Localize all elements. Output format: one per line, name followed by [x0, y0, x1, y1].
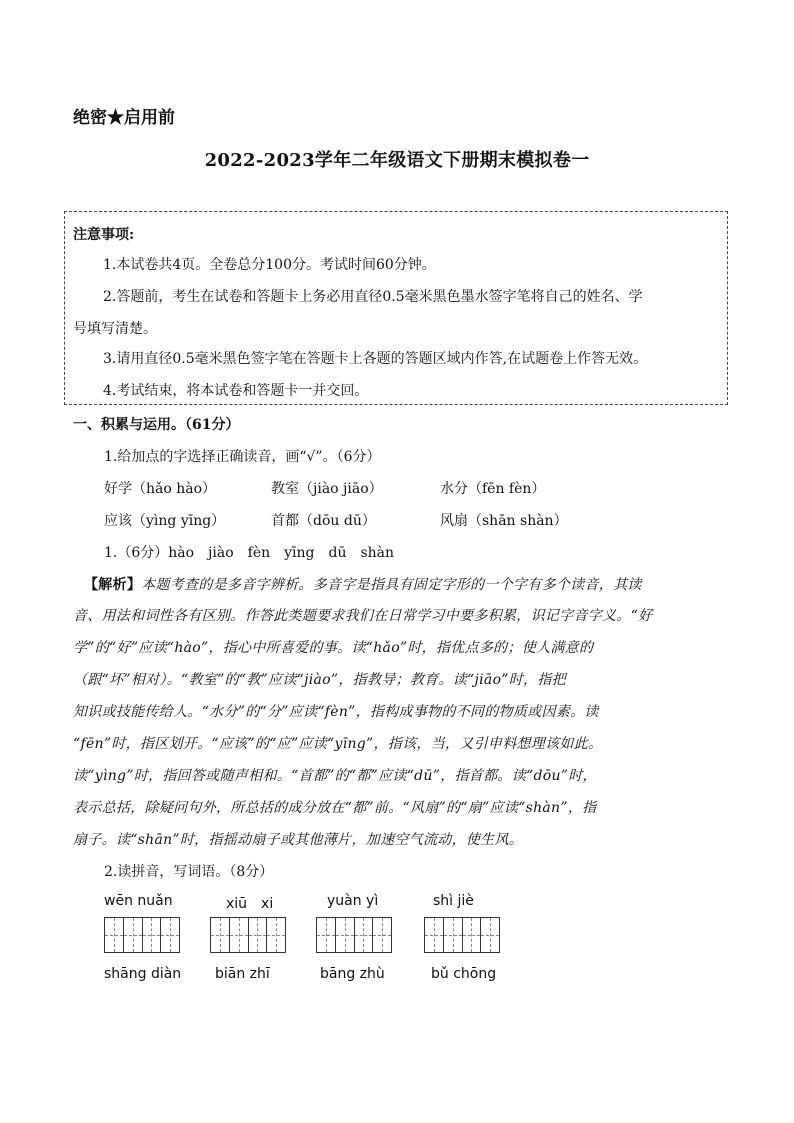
writing-grid[interactable] — [104, 917, 180, 953]
pinyin-label: bāng zhù — [320, 966, 385, 982]
analysis-line: “fēn”时，指区划开。“应该”的“应”应读“yīng”，指该，当，又引申料想理该如此。 — [73, 736, 603, 752]
question-1-prompt: 1.给加点的字选择正确读音，画“√”。（6分） — [104, 449, 381, 465]
pinyin-label: xiū xi — [226, 896, 274, 912]
option-item: 首都（dōu dū） — [271, 513, 376, 529]
confidential-label: 绝密★启用前 — [73, 108, 175, 128]
pinyin-label: yuàn yì — [327, 893, 379, 909]
notice-item: 3.请用直径0.5毫米黑色签字笔在答题卡上各题的答题区域内作答,在试题卷上作答无效。 — [103, 351, 648, 367]
analysis-line: 扇子。读“shān”时，指摇动扇子或其他薄片，加速空气流动，使生风。 — [73, 832, 524, 848]
analysis-line: 知识或技能传给人。“水分”的“分”应读“fèn”，指构成事物的不同的物质或因素。读 — [73, 704, 599, 720]
analysis-key: 【解析】 — [84, 577, 142, 593]
analysis-line: 学”的“好”应读“hào”，指心中所喜爱的事。读“hǎo”时，指优点多的；使人满意的 — [73, 640, 594, 656]
option-item: 教室（jiào jiāo） — [271, 481, 383, 497]
option-item: 应该（yìng yīng） — [104, 513, 226, 529]
option-item: 水分（fēn fèn） — [440, 481, 546, 497]
notice-box — [64, 211, 728, 405]
analysis-line: （跟“坏”相对）。“教室”的“教”应读“jiào”，指教导；教育。读“jiāo”时，指把 — [73, 672, 566, 688]
question-1-answer: 1.（6分）hào jiào fèn yīng dū shàn — [104, 545, 395, 561]
analysis-text: 本题考查的是多音字辨析。多音字是指具有固定字形的一个字有多个读音，其读 — [141, 577, 642, 593]
analysis-line: 读“yìng”时，指回答或随声相和。“首都”的“都”应读“dū”，指首都。读“dōu”时， — [73, 768, 597, 784]
writing-grid[interactable] — [316, 917, 392, 953]
analysis-line: 表示总括，除疑问句外，所总括的成分放在“都”前。“风扇”的“扇”应读“shàn”，指 — [73, 800, 597, 816]
writing-grid[interactable] — [210, 917, 286, 953]
section-heading: 一、积累与运用。（61分） — [73, 417, 240, 433]
analysis-line — [84, 574, 642, 594]
notice-item: 4.考试结束，将本试卷和答题卡一并交回。 — [103, 383, 369, 399]
notice-item: 2.答题前，考生在试卷和答题卡上务必用直径0.5毫米黑色墨水签字笔将自己的姓名、学 — [103, 289, 643, 305]
notice-heading: 注意事项: — [73, 227, 135, 243]
notice-item: 号填写清楚。 — [73, 321, 157, 337]
option-item: 风扇（shān shàn） — [440, 513, 568, 529]
notice-item: 1.本试卷共4页。全卷总分100分。考试时间60分钟。 — [103, 257, 436, 273]
pinyin-label: shāng diàn — [104, 966, 182, 982]
writing-grid[interactable] — [424, 917, 500, 953]
pinyin-label: shì jiè — [433, 893, 474, 909]
page-title: 2022-2023学年二年级语文下册期末模拟卷一 — [204, 150, 590, 171]
pinyin-label: bǔ chōng — [431, 966, 497, 982]
option-item: 好学（hǎo hào） — [104, 481, 217, 497]
pinyin-label: biān zhī — [215, 966, 270, 982]
question-2-prompt: 2.读拼音，写词语。（8分） — [104, 864, 274, 880]
pinyin-label: wēn nuǎn — [104, 893, 173, 909]
analysis-line: 音、用法和词性各有区别。作答此类题要求我们在日常学习中要多积累，识记字音字义。“好 — [73, 608, 653, 624]
